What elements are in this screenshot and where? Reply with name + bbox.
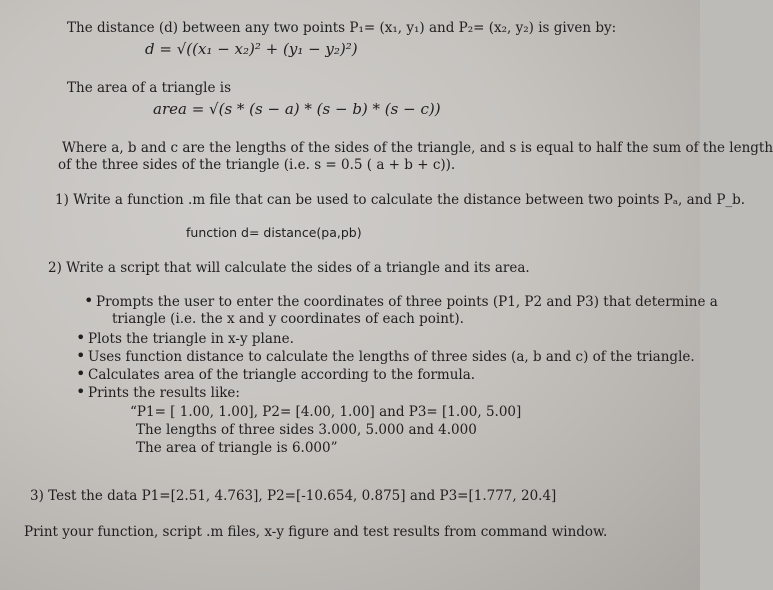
bullet-5-text: Prints the results like: (88, 385, 240, 401)
area-formula-text: area = √(s * (s − a) * (s − b) * (s − c)) (153, 100, 441, 118)
function-signature-text: function d= distance(pa,pb) (186, 225, 362, 240)
bullet-2 (88, 331, 294, 347)
bullet-4-text: Calculates area of the triangle according to the formula. (88, 367, 476, 383)
bullet-5-dot: • (76, 382, 86, 401)
where-line-2-text: of the three sides of the triangle (i.e. s = 0.5 ( a + b + c)). (58, 157, 456, 173)
result-line-2 (136, 422, 477, 438)
bullet-3 (88, 349, 695, 365)
bullet-1-line-1-text: Prompts the user to enter the coordinates of three points (P1, P2 and P3) that determine a (96, 294, 718, 310)
print-instruction (24, 524, 607, 540)
distance-intro-text: The distance (d) between any two points P₁= (x₁, y₁) and P₂= (x₂, y₂) is given by: (67, 20, 617, 36)
bullet-2-text: Plots the triangle in x-y plane. (88, 331, 294, 347)
bullet-1-line-2 (112, 311, 464, 327)
task-2-text: 2) Write a script that will calculate the sides of a triangle and its area. (48, 260, 530, 276)
bullet-1-dot: • (84, 291, 94, 310)
task-2 (48, 260, 530, 276)
distance-formula-text: d = √((x₁ − x₂)² + (y₁ − y₂)²) (145, 40, 358, 58)
bullet-1-line-1 (96, 294, 718, 310)
area-formula (153, 100, 441, 118)
function-signature (186, 225, 362, 240)
area-intro-text: The area of a triangle is (67, 80, 231, 96)
bullet-4 (88, 367, 475, 383)
result-line-1-text: “P1= [ 1.00, 1.00], P2= [4.00, 1.00] and P3= [1.00, 5.00] (130, 404, 522, 420)
bullet-3-text: Uses function distance to calculate the lengths of three sides (a, b and c) of the triangle. (88, 349, 695, 365)
result-line-3-text: The area of triangle is 6.000” (136, 440, 338, 456)
area-intro (67, 80, 231, 96)
bullet-3-dot: • (76, 346, 86, 365)
print-instruction-text: Print your function, script .m files, x-y figure and test results from command window. (24, 524, 608, 540)
bullet-4-dot: • (76, 364, 86, 383)
bullet-2-dot: • (76, 328, 86, 347)
task-3 (30, 488, 556, 504)
where-line-1-text: Where a, b and c are the lengths of the sides of the triangle, and s is equal to half the sum of the length (62, 140, 773, 156)
task-1 (55, 192, 745, 208)
result-line-3 (136, 440, 338, 456)
distance-formula (145, 40, 358, 58)
where-line-1 (62, 140, 773, 156)
result-line-2-text: The lengths of three sides 3.000, 5.000 and 4.000 (136, 422, 477, 438)
task-1-text: 1) Write a function .m file that can be used to calculate the distance between two points Pₐ, and P_b. (55, 192, 746, 208)
result-line-1 (130, 404, 521, 420)
where-line-2 (58, 157, 455, 173)
task-3-text: 3) Test the data P1=[2.51, 4.763], P2=[-10.654, 0.875] and P3=[1.777, 20.4] (30, 488, 557, 504)
bullet-5 (88, 385, 240, 401)
distance-intro (67, 20, 616, 36)
bullet-1-line-2-text: triangle (i.e. the x and y coordinates of each point). (112, 311, 464, 327)
